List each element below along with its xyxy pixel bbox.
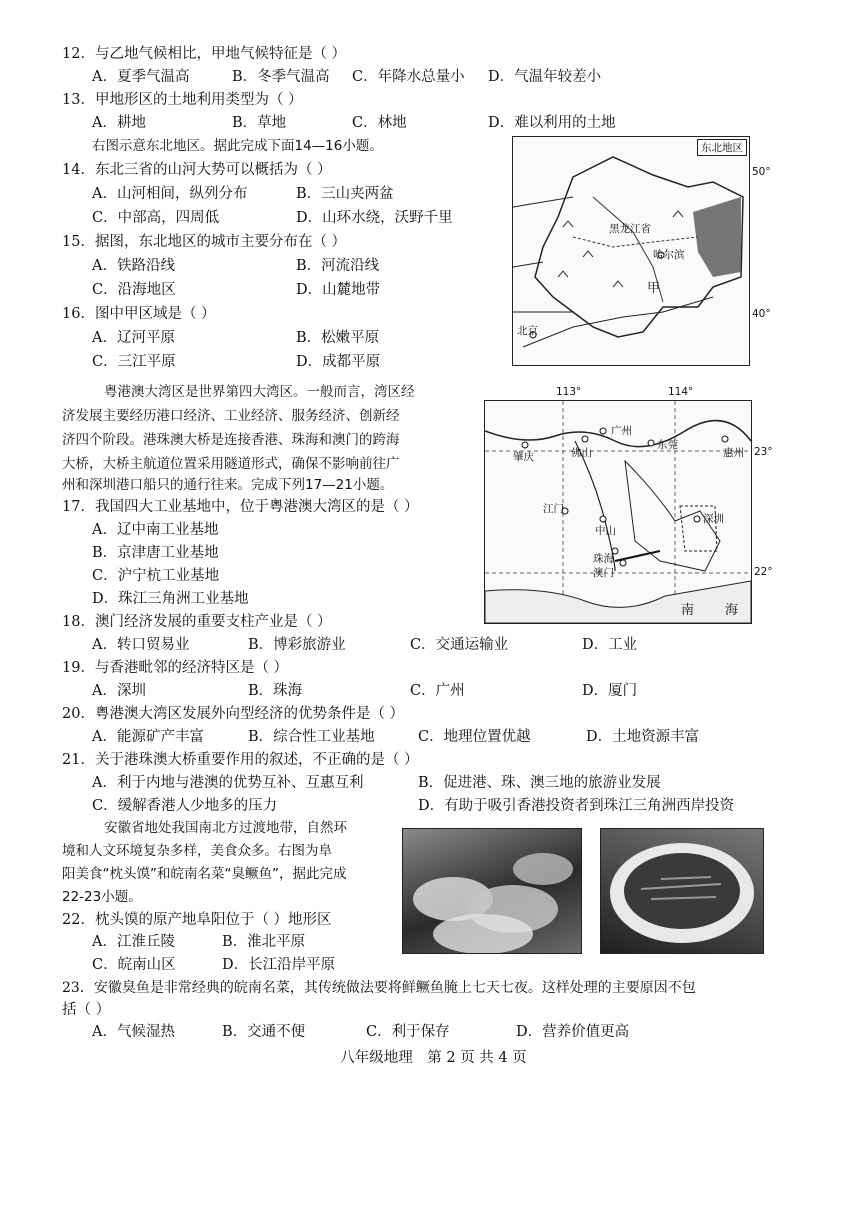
gba-map (484, 400, 752, 624)
label-dongguan: 东莞 (657, 439, 678, 451)
q12-option-d: D．气温年较差小 (488, 69, 602, 85)
label-jiangmen: 江门 (543, 503, 564, 515)
q18-option-d: D．工业 (582, 637, 638, 653)
q13-option-c: C．林地 (352, 115, 407, 131)
intro-anhui-line1: 安徽省地处我国南北方过渡地带，自然环 (104, 820, 347, 836)
q18-option-c: C．交通运输业 (410, 637, 509, 653)
label-zhaoqing: 肇庆 (513, 451, 534, 463)
lat-23-label: 23° (754, 446, 773, 458)
intro-anhui-line3: 阳美食“枕头馍”和皖南名菜“臭鳜鱼”，据此完成 (62, 866, 347, 882)
q19-option-b: B．珠海 (248, 683, 303, 699)
zhentou-mo-shapes (403, 829, 581, 953)
q16-stem: 16．图中甲区域是（ ） (62, 306, 216, 322)
q17-stem: 17．我国四大工业基地中，位于粤港澳大湾区的是（ ） (62, 499, 419, 515)
q19-option-a: A．深圳 (92, 683, 146, 699)
q15-option-a: A．铁路沿线 (92, 258, 175, 274)
q13-option-a: A．耕地 (92, 115, 146, 131)
q22-option-a: A．江淮丘陵 (92, 934, 175, 950)
chou-guiyu-shapes (601, 829, 763, 953)
q12-option-c: C．年降水总量小 (352, 69, 465, 85)
q22-option-d: D．长江沿岸平原 (222, 957, 336, 973)
q12-option-b: B．冬季气温高 (232, 69, 330, 85)
q22-stem: 22．枕头馍的原产地阜阳位于（ ）地形区 (62, 912, 332, 928)
lat-50-label: 50° (752, 166, 771, 178)
page-footer: 八年级地理 第 2 页 共 4 页 (340, 1050, 527, 1066)
q20-option-b: B．综合性工业基地 (248, 729, 375, 745)
lat-22-label: 22° (754, 566, 773, 578)
label-nan: 南 (681, 603, 695, 618)
q14-option-d: D．山环水绕，沃野千里 (296, 210, 453, 226)
q23-option-c: C．利于保存 (366, 1024, 450, 1040)
q21-stem: 21．关于港珠澳大桥重要作用的叙述，不正确的是（ ） (62, 752, 419, 768)
q23-stem-line1: 23．安徽臭鱼是非常经典的皖南名菜，其传统做法要将鲜鳜鱼腌上七天七夜。这样处理的主要原因不包 (62, 980, 696, 996)
intro-gba-line5: 州和深圳港口船只的通行往来。完成下列17—21小题。 (62, 477, 394, 493)
q23-stem-line2: 括（ ） (62, 1002, 111, 1018)
q16-option-a: A．辽河平原 (92, 330, 175, 346)
label-zhuhai: 珠海 (593, 553, 614, 565)
q17-option-c: C．沪宁杭工业基地 (92, 568, 220, 584)
q20-option-d: D．土地资源丰富 (586, 729, 700, 745)
q14-stem: 14．东北三省的山河大势可以概括为（ ） (62, 162, 332, 178)
q12-option-a: A．夏季气温高 (92, 69, 190, 85)
q20-option-a: A．能源矿产丰富 (92, 729, 204, 745)
label-shenzhen: 深圳 (703, 513, 724, 525)
intro-gba-line2: 济发展主要经历港口经济、工业经济、服务经济、创新经 (62, 408, 400, 424)
northeast-map (512, 136, 750, 366)
zhentou-mo-photo (402, 828, 582, 954)
q14-option-b: B．三山夹两盆 (296, 186, 394, 202)
q15-stem: 15．据图，东北地区的城市主要分布在（ ） (62, 234, 347, 250)
q16-option-c: C．三江平原 (92, 354, 176, 370)
q23-option-b: B．交通不便 (222, 1024, 306, 1040)
label-zhongshan: 中山 (595, 525, 616, 537)
q16-option-b: B．松嫩平原 (296, 330, 380, 346)
northeast-map-title: 东北地区 (697, 139, 747, 156)
label-foshan: 佛山 (571, 447, 592, 459)
q18-option-a: A．转口贸易业 (92, 637, 190, 653)
q21-option-c: C．缓解香港人少地多的压力 (92, 798, 278, 814)
q14-option-a: A．山河相间，纵列分布 (92, 186, 248, 202)
label-guangzhou: 广州 (611, 425, 632, 437)
q19-stem: 19．与香港毗邻的经济特区是（ ） (62, 660, 289, 676)
label-hai: 海 (725, 603, 739, 618)
q22-option-c: C．皖南山区 (92, 957, 176, 973)
q16-option-d: D．成都平原 (296, 354, 381, 370)
q23-option-a: A．气候湿热 (92, 1024, 175, 1040)
q12-stem: 12．与乙地气候相比，甲地气候特征是（ ） (62, 46, 347, 62)
q23-option-d: D．营养价值更高 (516, 1024, 630, 1040)
q19-option-c: C．广州 (410, 683, 465, 699)
label-heilongjiang: 黑龙江省 (609, 223, 651, 235)
q15-option-b: B．河流沿线 (296, 258, 380, 274)
q21-option-a: A．利于内地与港澳的优势互补、互惠互利 (92, 775, 364, 791)
intro-anhui-line2: 境和人文环境复杂多样，美食众多。右图为阜 (62, 843, 332, 859)
q17-option-d: D．珠江三角洲工业基地 (92, 591, 249, 607)
intro-gba-line4: 大桥，大桥主航道位置采用隧道形式，确保不影响前往广 (62, 456, 400, 472)
lon-114-label: 114° (668, 386, 694, 398)
northeast-map-drawing (513, 137, 749, 365)
intro-gba-line1: 粤港澳大湾区是世界第四大湾区。一般而言，湾区经 (104, 384, 415, 400)
label-beijing: 北京 (517, 325, 538, 337)
q13-stem: 13．甲地形区的土地利用类型为（ ） (62, 92, 303, 108)
q17-option-b: B．京津唐工业基地 (92, 545, 219, 561)
intro-gba-line3: 济四个阶段。港珠澳大桥是连接香港、珠海和澳门的跨海 (62, 432, 400, 448)
q21-option-b: B．促进港、珠、澳三地的旅游业发展 (418, 775, 661, 791)
q14-option-c: C．中部高，四周低 (92, 210, 220, 226)
q13-option-b: B．草地 (232, 115, 287, 131)
q15-option-c: C．沿海地区 (92, 282, 176, 298)
lon-113-label: 113° (556, 386, 582, 398)
label-macao: 澳门 (593, 567, 614, 579)
q17-option-a: A．辽中南工业基地 (92, 522, 219, 538)
q19-option-d: D．厦门 (582, 683, 638, 699)
q13-option-d: D．难以利用的土地 (488, 115, 616, 131)
lat-40-label: 40° (752, 308, 771, 320)
intro-anhui-line4: 22-23小题。 (62, 889, 142, 905)
q20-option-c: C．地理位置优越 (418, 729, 531, 745)
q20-stem: 20．粤港澳大湾区发展外向型经济的优势条件是（ ） (62, 706, 405, 722)
intro-northeast: 右图示意东北地区。据此完成下面14—16小题。 (92, 138, 383, 154)
label-jia: 甲 (647, 281, 661, 296)
q21-option-d: D．有助于吸引香港投资者到珠江三角洲西岸投资 (418, 798, 735, 814)
q18-option-b: B．博彩旅游业 (248, 637, 346, 653)
q15-option-d: D．山麓地带 (296, 282, 381, 298)
q18-stem: 18．澳门经济发展的重要支柱产业是（ ） (62, 614, 332, 630)
q22-option-b: B．淮北平原 (222, 934, 306, 950)
label-harbin: 哈尔滨 (653, 249, 685, 261)
chou-guiyu-photo (600, 828, 764, 954)
label-huizhou: 惠州 (723, 447, 744, 459)
